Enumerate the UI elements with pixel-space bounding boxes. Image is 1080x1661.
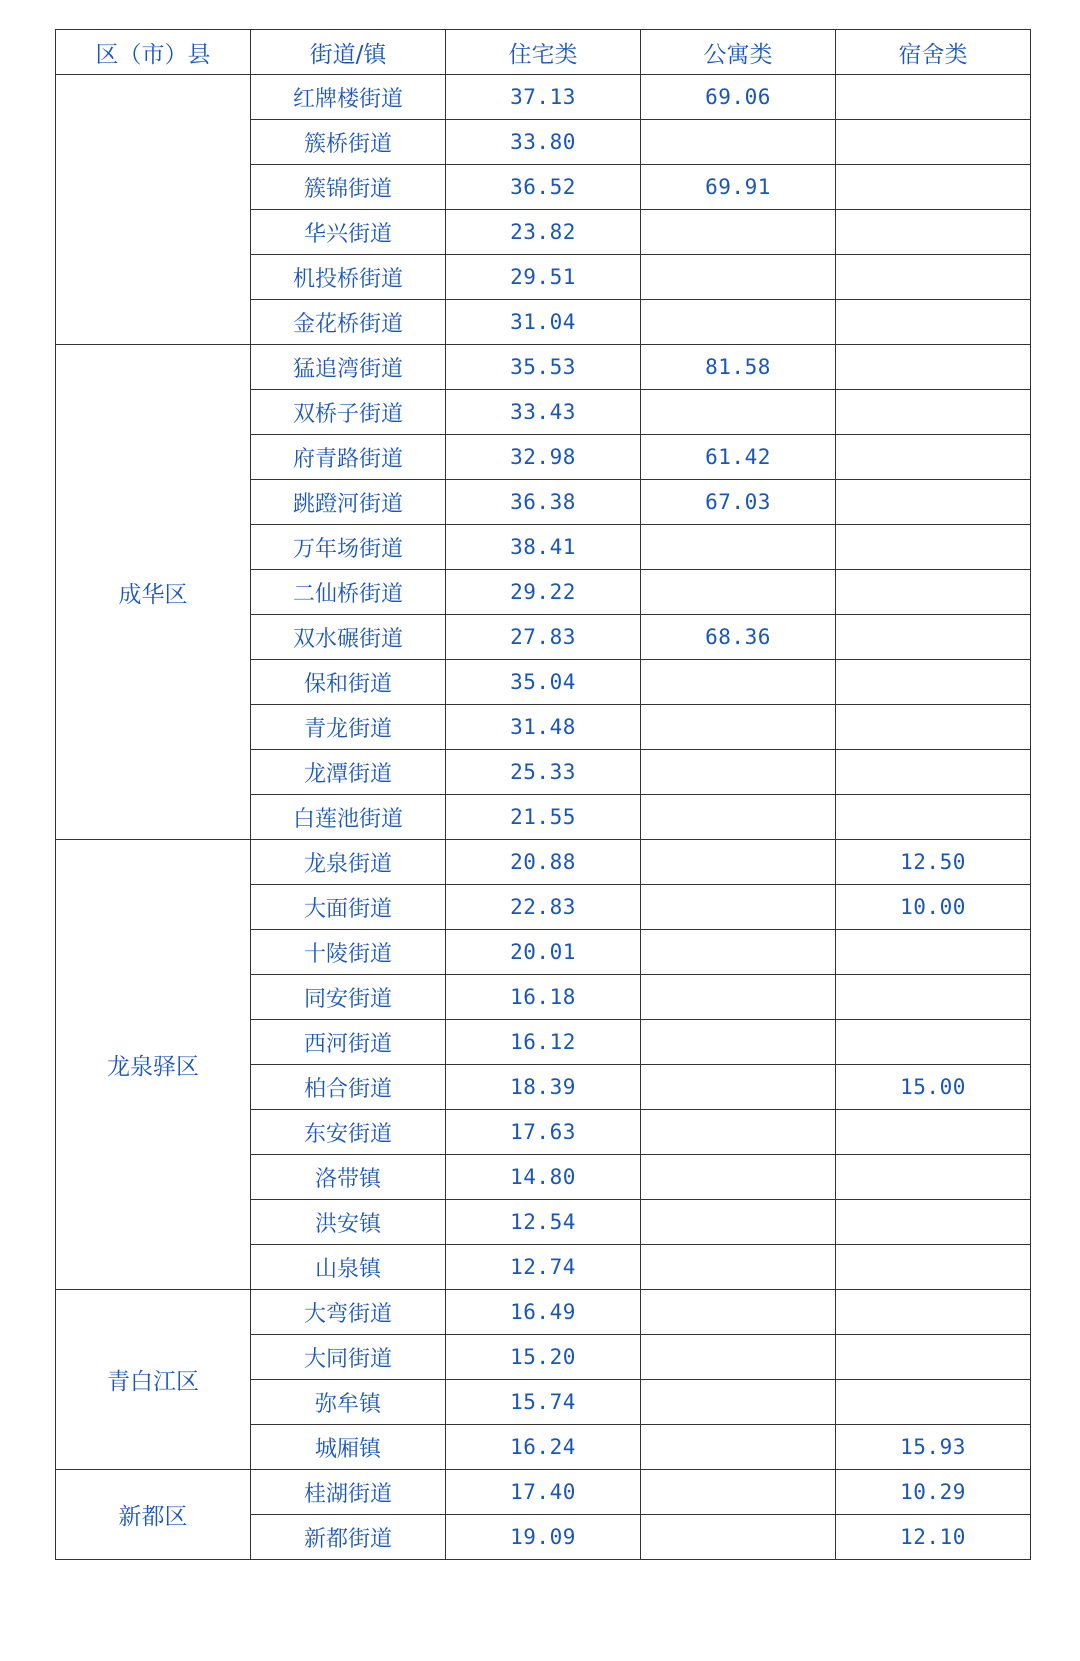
residential-price-cell: 25.33 <box>446 750 641 795</box>
street-cell: 城厢镇 <box>251 1425 446 1470</box>
residential-price-cell: 15.20 <box>446 1335 641 1380</box>
residential-price-cell: 33.43 <box>446 390 641 435</box>
header-residential: 住宅类 <box>446 30 641 75</box>
apartment-price-cell <box>641 525 836 570</box>
apartment-price-cell <box>641 840 836 885</box>
residential-price-cell: 12.74 <box>446 1245 641 1290</box>
dormitory-price-cell <box>836 795 1031 840</box>
street-cell: 青龙街道 <box>251 705 446 750</box>
header-apartment: 公寓类 <box>641 30 836 75</box>
district-cell: 龙泉驿区 <box>56 840 251 1290</box>
street-cell: 华兴街道 <box>251 210 446 255</box>
street-cell: 簇锦街道 <box>251 165 446 210</box>
apartment-price-cell <box>641 1020 836 1065</box>
apartment-price-cell <box>641 120 836 165</box>
district-cell: 青白江区 <box>56 1290 251 1470</box>
street-cell: 双桥子街道 <box>251 390 446 435</box>
header-street: 街道/镇 <box>251 30 446 75</box>
street-cell: 红牌楼街道 <box>251 75 446 120</box>
street-cell: 同安街道 <box>251 975 446 1020</box>
dormitory-price-cell <box>836 1200 1031 1245</box>
apartment-price-cell: 69.06 <box>641 75 836 120</box>
residential-price-cell: 29.22 <box>446 570 641 615</box>
street-cell: 新都街道 <box>251 1515 446 1560</box>
street-cell: 西河街道 <box>251 1020 446 1065</box>
apartment-price-cell <box>641 255 836 300</box>
dormitory-price-cell <box>836 750 1031 795</box>
apartment-price-cell: 61.42 <box>641 435 836 480</box>
table-row <box>56 1290 1031 1335</box>
street-cell: 机投桥街道 <box>251 255 446 300</box>
apartment-price-cell <box>641 885 836 930</box>
street-cell: 弥牟镇 <box>251 1380 446 1425</box>
apartment-price-cell <box>641 1245 836 1290</box>
district-cell <box>56 75 251 345</box>
price-table <box>55 29 1031 1560</box>
residential-price-cell: 31.04 <box>446 300 641 345</box>
district-cell: 成华区 <box>56 345 251 840</box>
dormitory-price-cell: 12.50 <box>836 840 1031 885</box>
table-row <box>56 840 1031 885</box>
street-cell: 十陵街道 <box>251 930 446 975</box>
dormitory-price-cell <box>836 255 1031 300</box>
apartment-price-cell: 69.91 <box>641 165 836 210</box>
table-row <box>56 75 1031 120</box>
street-cell: 大弯街道 <box>251 1290 446 1335</box>
street-cell: 跳蹬河街道 <box>251 480 446 525</box>
dormitory-price-cell <box>836 705 1031 750</box>
apartment-price-cell <box>641 795 836 840</box>
dormitory-price-cell <box>836 570 1031 615</box>
residential-price-cell: 22.83 <box>446 885 641 930</box>
apartment-price-cell <box>641 1470 836 1515</box>
apartment-price-cell <box>641 1515 836 1560</box>
residential-price-cell: 29.51 <box>446 255 641 300</box>
residential-price-cell: 23.82 <box>446 210 641 255</box>
table-row <box>56 1470 1031 1515</box>
residential-price-cell: 12.54 <box>446 1200 641 1245</box>
dormitory-price-cell <box>836 525 1031 570</box>
apartment-price-cell <box>641 1200 836 1245</box>
street-cell: 山泉镇 <box>251 1245 446 1290</box>
header-dormitory: 宿舍类 <box>836 30 1031 75</box>
apartment-price-cell <box>641 300 836 345</box>
residential-price-cell: 19.09 <box>446 1515 641 1560</box>
residential-price-cell: 20.01 <box>446 930 641 975</box>
street-cell: 东安街道 <box>251 1110 446 1155</box>
street-cell: 猛追湾街道 <box>251 345 446 390</box>
dormitory-price-cell: 15.00 <box>836 1065 1031 1110</box>
street-cell: 大面街道 <box>251 885 446 930</box>
street-cell: 大同街道 <box>251 1335 446 1380</box>
residential-price-cell: 37.13 <box>446 75 641 120</box>
street-cell: 洛带镇 <box>251 1155 446 1200</box>
street-cell: 二仙桥街道 <box>251 570 446 615</box>
apartment-price-cell <box>641 1155 836 1200</box>
street-cell: 金花桥街道 <box>251 300 446 345</box>
dormitory-price-cell <box>836 390 1031 435</box>
street-cell: 簇桥街道 <box>251 120 446 165</box>
district-cell: 新都区 <box>56 1470 251 1560</box>
apartment-price-cell: 81.58 <box>641 345 836 390</box>
apartment-price-cell <box>641 390 836 435</box>
apartment-price-cell: 67.03 <box>641 480 836 525</box>
street-cell: 龙潭街道 <box>251 750 446 795</box>
residential-price-cell: 16.18 <box>446 975 641 1020</box>
dormitory-price-cell <box>836 660 1031 705</box>
dormitory-price-cell <box>836 1335 1031 1380</box>
dormitory-price-cell <box>836 615 1031 660</box>
dormitory-price-cell <box>836 345 1031 390</box>
residential-price-cell: 17.63 <box>446 1110 641 1155</box>
apartment-price-cell <box>641 1335 836 1380</box>
dormitory-price-cell <box>836 480 1031 525</box>
dormitory-price-cell <box>836 1245 1031 1290</box>
residential-price-cell: 14.80 <box>446 1155 641 1200</box>
apartment-price-cell <box>641 930 836 975</box>
dormitory-price-cell <box>836 75 1031 120</box>
apartment-price-cell <box>641 975 836 1020</box>
dormitory-price-cell: 15.93 <box>836 1425 1031 1470</box>
street-cell: 双水碾街道 <box>251 615 446 660</box>
residential-price-cell: 15.74 <box>446 1380 641 1425</box>
street-cell: 龙泉街道 <box>251 840 446 885</box>
header-row <box>56 30 1031 75</box>
apartment-price-cell <box>641 1290 836 1335</box>
residential-price-cell: 20.88 <box>446 840 641 885</box>
residential-price-cell: 16.24 <box>446 1425 641 1470</box>
apartment-price-cell <box>641 1425 836 1470</box>
dormitory-price-cell <box>836 1020 1031 1065</box>
apartment-price-cell <box>641 705 836 750</box>
street-cell: 万年场街道 <box>251 525 446 570</box>
residential-price-cell: 38.41 <box>446 525 641 570</box>
residential-price-cell: 32.98 <box>446 435 641 480</box>
dormitory-price-cell: 10.00 <box>836 885 1031 930</box>
apartment-price-cell <box>641 210 836 255</box>
dormitory-price-cell <box>836 120 1031 165</box>
dormitory-price-cell <box>836 1380 1031 1425</box>
dormitory-price-cell <box>836 300 1031 345</box>
apartment-price-cell <box>641 660 836 705</box>
residential-price-cell: 35.53 <box>446 345 641 390</box>
dormitory-price-cell <box>836 1155 1031 1200</box>
street-cell: 府青路街道 <box>251 435 446 480</box>
apartment-price-cell <box>641 1110 836 1155</box>
residential-price-cell: 16.12 <box>446 1020 641 1065</box>
residential-price-cell: 17.40 <box>446 1470 641 1515</box>
dormitory-price-cell <box>836 165 1031 210</box>
residential-price-cell: 33.80 <box>446 120 641 165</box>
street-cell: 桂湖街道 <box>251 1470 446 1515</box>
street-cell: 柏合街道 <box>251 1065 446 1110</box>
residential-price-cell: 31.48 <box>446 705 641 750</box>
street-cell: 白莲池街道 <box>251 795 446 840</box>
apartment-price-cell <box>641 750 836 795</box>
apartment-price-cell <box>641 1065 836 1110</box>
dormitory-price-cell <box>836 210 1031 255</box>
residential-price-cell: 36.38 <box>446 480 641 525</box>
street-cell: 保和街道 <box>251 660 446 705</box>
dormitory-price-cell <box>836 1110 1031 1155</box>
residential-price-cell: 35.04 <box>446 660 641 705</box>
header-district: 区（市）县 <box>56 30 251 75</box>
dormitory-price-cell: 10.29 <box>836 1470 1031 1515</box>
residential-price-cell: 18.39 <box>446 1065 641 1110</box>
residential-price-cell: 36.52 <box>446 165 641 210</box>
apartment-price-cell: 68.36 <box>641 615 836 660</box>
dormitory-price-cell <box>836 975 1031 1020</box>
dormitory-price-cell <box>836 435 1031 480</box>
residential-price-cell: 21.55 <box>446 795 641 840</box>
table-body <box>56 75 1031 1560</box>
dormitory-price-cell <box>836 930 1031 975</box>
dormitory-price-cell: 12.10 <box>836 1515 1031 1560</box>
apartment-price-cell <box>641 1380 836 1425</box>
apartment-price-cell <box>641 570 836 615</box>
table-row <box>56 345 1031 390</box>
residential-price-cell: 16.49 <box>446 1290 641 1335</box>
residential-price-cell: 27.83 <box>446 615 641 660</box>
dormitory-price-cell <box>836 1290 1031 1335</box>
street-cell: 洪安镇 <box>251 1200 446 1245</box>
